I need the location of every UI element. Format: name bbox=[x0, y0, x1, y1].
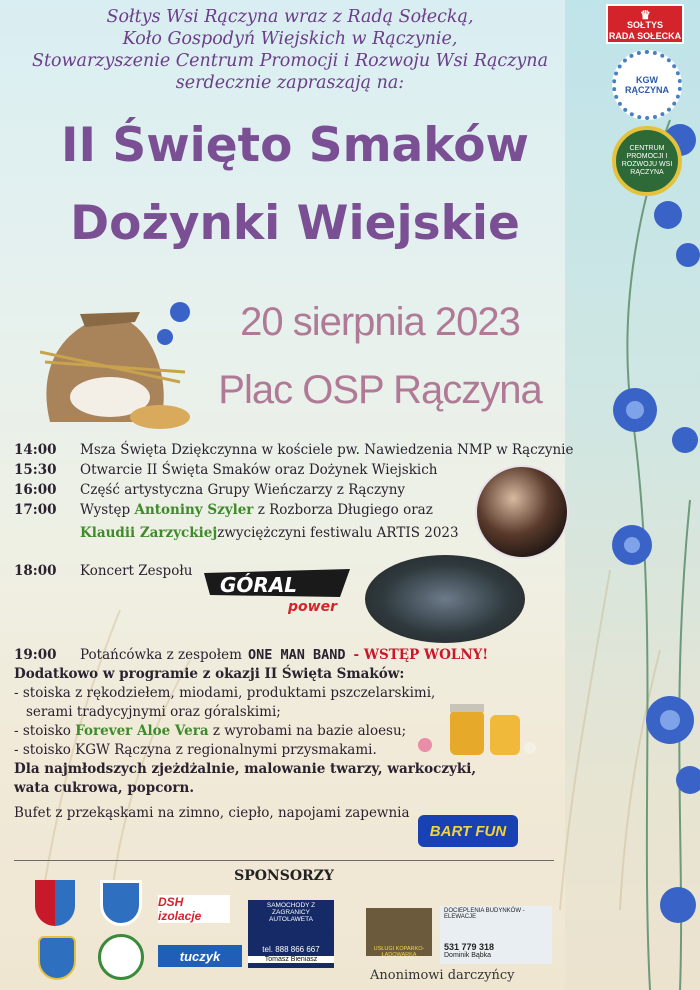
program-item: - stoisko KGW Rączyna z regionalnymi przysmakami. bbox=[14, 742, 377, 758]
schedule-time: 14:00 bbox=[14, 442, 57, 458]
auto-laweta-logo bbox=[248, 900, 334, 968]
tuczyk-logo bbox=[158, 945, 242, 967]
excavator-logo bbox=[366, 908, 432, 956]
schedule-text: Otwarcie II Święta Smaków oraz Dożynek Wiejskich bbox=[80, 462, 438, 478]
program-heading: Dodatkowo w programie z okazji II Święta Smaków: bbox=[14, 666, 405, 682]
schedule-time: 19:00 bbox=[14, 647, 57, 663]
event-place: Plac OSP Rączyna bbox=[218, 368, 542, 412]
excavator-logo-text: USŁUGI KOPARKO-ŁADOWARKĄ bbox=[373, 946, 425, 958]
soltys-badge bbox=[606, 4, 684, 44]
schedule-text: zwyciężczyni festiwalu ARTIS 2023 bbox=[217, 525, 459, 541]
bart-fun-logo: BART FUN bbox=[418, 815, 518, 847]
artist-photo bbox=[475, 465, 569, 559]
kgw-logo-line-1: KGW bbox=[636, 75, 658, 85]
schedule-time: 18:00 bbox=[14, 563, 57, 579]
soltys-badge-line-2: RADA SOŁECKA bbox=[608, 31, 682, 41]
dsh-logo-text: DSH izolacje bbox=[158, 895, 202, 923]
eagle-icon: ♛ bbox=[640, 8, 651, 22]
schedule-text: Koncert Zespołu bbox=[80, 563, 193, 579]
coat-of-arms-2 bbox=[100, 880, 142, 926]
forest-logo bbox=[98, 934, 144, 980]
band-name: ONE MAN BAND bbox=[247, 647, 346, 663]
program-item: - stoiska z rękodziełem, miodami, produktami pszczelarskimi, bbox=[14, 685, 436, 701]
house-logo bbox=[440, 906, 552, 964]
schedule-text: Część artystyczna Grupy Wieńczarzy z Rączyny bbox=[80, 482, 406, 498]
schedule-time: 15:30 bbox=[14, 462, 57, 478]
program-item-text: z wyrobami na bazie aloesu; bbox=[208, 723, 407, 739]
artist-name: Klaudii Zarzyckiej bbox=[80, 525, 218, 541]
artist-name: Antoniny Szyler bbox=[134, 502, 254, 518]
invitation-header bbox=[20, 6, 560, 94]
kgw-logo-line-2: RĄCZYNA bbox=[625, 85, 669, 95]
soltys-badge-line-1: SOŁTYS bbox=[626, 20, 663, 30]
sponsors-title: SPONSORZY bbox=[234, 868, 334, 884]
header-line-3: Stowarzyszenie Centrum Promocji i Rozwoju Wsi Rączyna bbox=[31, 51, 549, 71]
buffet-line: Bufet z przekąskami na zimno, ciepło, napojami zapewnia bbox=[14, 805, 410, 821]
schedule-time: 17:00 bbox=[14, 502, 57, 518]
house-logo-name: Dominik Bąbka bbox=[444, 952, 492, 959]
aloe-name: Forever Aloe Vera bbox=[75, 723, 209, 739]
house-logo-phone: 531 779 318 bbox=[444, 942, 495, 952]
honey-jars-illustration bbox=[410, 690, 540, 760]
auto-logo-name: Tomasz Bieniasz bbox=[248, 956, 334, 963]
grain-sack-illustration bbox=[40, 292, 190, 432]
event-date: 20 sierpnia 2023 bbox=[240, 300, 520, 344]
anonymous-donors: Anonimowi darczyńcy bbox=[370, 968, 515, 983]
house-logo-line-1: DOCIEPLENIA BUDYNKÓW - ELEWACJE bbox=[444, 908, 525, 920]
kids-line-2: wata cukrowa, popcorn. bbox=[14, 780, 195, 796]
schedule-row bbox=[14, 440, 574, 460]
organizer-badges bbox=[606, 4, 688, 196]
schedule-row bbox=[14, 646, 574, 665]
free-entry: - WSTĘP WOLNY! bbox=[353, 647, 489, 663]
goral-logo-word: GÓRAL bbox=[220, 573, 298, 597]
band-photo bbox=[365, 555, 525, 643]
program-item-text: - stoisko bbox=[14, 723, 76, 739]
schedule-text: Potańcówka z zespołem bbox=[80, 647, 242, 663]
schedule-time: 16:00 bbox=[14, 482, 57, 498]
header-line-1: Sołtys Wsi Rączyna wraz z Radą Sołecką, bbox=[106, 7, 474, 27]
centrum-logo-text: CENTRUM PROMOCJI I ROZWOJU WSI RĄCZYNA bbox=[621, 145, 673, 176]
police-badge-logo bbox=[38, 936, 76, 980]
kgw-logo bbox=[612, 50, 682, 120]
program-item: serami tradycyjnymi oraz góralskimi; bbox=[26, 704, 281, 720]
tuczyk-logo-text: tuczyk bbox=[179, 948, 221, 964]
schedule-text: Msza Święta Dziękczynna w kościele pw. Nawiedzenia NMP w Rączynie bbox=[80, 442, 574, 458]
sponsors-divider bbox=[14, 860, 554, 861]
kids-line-1: Dla najmłodszych zjeżdżalnie, malowanie twarzy, warkoczyki, bbox=[14, 761, 477, 777]
schedule-text: Występ bbox=[80, 502, 135, 518]
goral-power-logo bbox=[200, 567, 358, 615]
coat-of-arms-1 bbox=[35, 880, 75, 926]
auto-logo-line-2: AUTOLAWETA bbox=[269, 916, 313, 923]
title-line-2: Dożynki Wiejskie bbox=[70, 196, 520, 251]
dsh-logo bbox=[158, 895, 230, 923]
schedule-text: z Rozborza Długiego oraz bbox=[253, 502, 433, 518]
auto-logo-line-1: SAMOCHODY Z ZAGRANICY bbox=[266, 902, 316, 916]
goral-logo-sub: power bbox=[288, 599, 337, 615]
auto-logo-phone: tel. 888 866 667 bbox=[262, 945, 320, 954]
header-line-2: Koło Gospodyń Wiejskich w Rączynie, bbox=[122, 29, 458, 49]
header-line-4: serdecznie zapraszają na: bbox=[175, 73, 405, 93]
title-line-1: II Święto Smaków bbox=[61, 118, 529, 173]
centrum-logo bbox=[612, 126, 682, 196]
